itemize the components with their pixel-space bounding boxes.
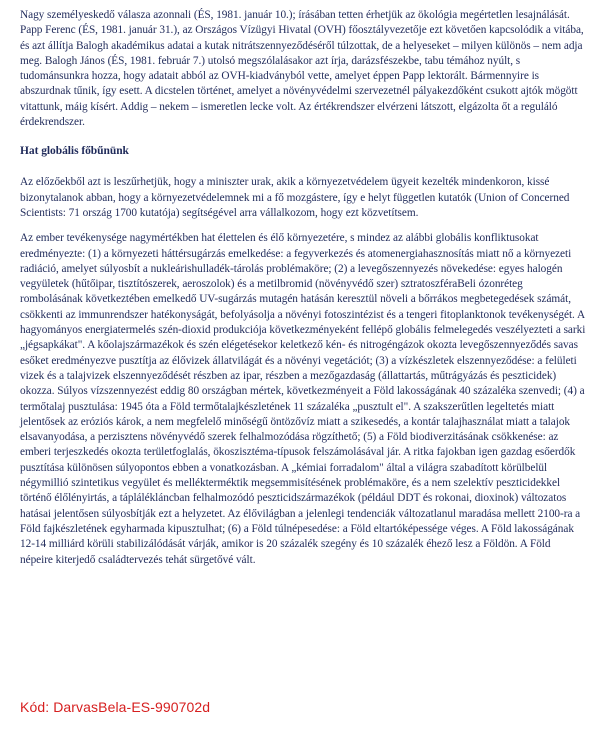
section-heading: Hat globális főbűnünk (20, 145, 129, 158)
paragraph-intro: Nagy személyeskedő válasza azonnali (ÉS, 1981. január 10.); írásában tetten érhetjük az ökológia megértetlen lesajnálását. Papp Ferenc (ÉS, 1981. január 31.), az Országos Vízügyi Hivatal (OVH) főosztályvezetője ezt követően kapcsolódik a vitába, és azt állítja Balogh akadémikus adatai a kutak nitrátszennyeződéséről túlzottak, de a helyeseket – milyen különös – nem adja meg. Balogh János (ÉS, 1981. február 7.) utolsó megszólalásakor azt írja, darázsfészekbe, tabu témához nyúlt, s tudománsunkra hozza, hogy adatait abból az OVH-kiadványból vette, amelyet éppen Papp lektorált. Bármennyire is abszurdnak tűnik, így esett. A dicstelen történet, amelyet a növényvédelmi szervezetnél pályakezdőként csukott ajtók mögött vitattunk, máig kísért. Addig – nekem – ismeretlen lecke volt. Az értékrendszer elvérzeni látszott, elgázolta őt a reguláló érdekrendszer. (20, 9, 584, 129)
document-code-label: Kód: DarvasBela-ES-990702d (20, 699, 211, 715)
paragraph-ministers: Az előzőekből azt is leszűrhetjük, hogy a miniszter urak, akik a környezetvédelem ügyeit kezelték mindenkoron, kissé bizonytalanok abban, hogy a környezetvédelemnek mi a fő mozgástere, így e helyt független kutatók (Union of Concerned Scientists: 71 ország 1700 kutatója) segítségével arra vállalkozom, hogy ezt közvetítsem. (20, 176, 570, 219)
document-body (20, 8, 586, 568)
paragraph-global-conflicts: Az ember tevékenysége nagymértékben hat élettelen és élő környezetére, s mindez az alábbi globális konfliktusokat eredményezte: (1) a környezeti háttérsugárzás emelkedése: a fegyverkezés és atomenergiahasznosítás miatt nő a környezeti radiáció, amelyet súlyosbít a nukleárishulladék-tárolás problémaköre; (2) a levegőszennyezés növekedése: egyes halogén vegyületek (hűtőipar, tisztítószerek, aeroszolok) és a metilbromid (növényvédő szer) sztratoszféraBeli ózonréteg rombolásának következtében emelkedő UV-sugárzás mutagén hatásán keresztül növeli a bőrrákos megbetegedések számát, csökkenti az immunrendszer hatékonyságát, befolyásolja a növényi fotoszintézist és a tengeri fitoplanktonok tevékenységét. A hagyományos energiatermelés szén-dioxid produkciója következményeként fellépő globális felmelegedés veszélyezteti a sarki „jégsapkákat". A kőolajszármazékok és szén elégetésekor keletkező kén- és nitrogéngázok okozta levegőszennyeződés savas esőket eredményezve pusztítja az élővizek állatvilágát és a növényi vegetációt; (3) a vízkészletek elszennyeződése: a felületi vizek és a talajvizek elszennyeződését részben az ipar, részben a mezőgazdaság (állattartás, műtrágyázás és peszticidek) okozza. Súlyos vízszennyezést eddig 80 országban mértek, következményeit a Föld lakosságának 40 százaléka szenvedi; (4) a termőtalaj pusztulása: 1945 óta a Föld termőtalajkészletének 11 százaléka „pusztult el". A szakszerűtlen legeltetés miatt jelentősek az eróziós károk, a nem megfelelő minőségű öntözővíz miatt a szikesedés, a kontár talajhasználat miatt a talajok elsavanyodása, a perzisztens növényvédő szerek felhalmozódása rögzíthető; (5) a Föld biodiverzitásának csökkenése: az emberi terjeszkedés okozta területfoglalás, ökoszisztéma-típusok felszámolásával jár. A ritka fajokban igen gazdag esőerdők pusztítása különösen súlyopontos ebben a vonatkozásban. A „kémiai forradalom" által a világra szabadított körülbelül négymillió szintetikus vegyület és mellékterméktik megsemmisítésének problémaköre, és a nem szelektív peszticidekkel történő élőlényirtás, a táplálékláncban felhalmozódó peszticidszármazékok (például DDT és rokonai, dioxinok) változatos hatásai jelentősen súlyosbítják ezt a helyzetet. Az élővilágban a jelenlegi tendenciák változatlanul maradása mellett 2100-ra a Föld fajkészletének egyharmada kipusztulhat; (6) a Föld túlnépesedése: a Föld eltartóképessége véges. A Föld lakosságának 12-14 milliárd körüli stabilizálódását várják, amikor is 20 százalék szegény és 10 százalék éhező lesz a Földön. A Föld népeire kiterjedő családtervezés tehát sürgetővé vált. (20, 232, 586, 566)
